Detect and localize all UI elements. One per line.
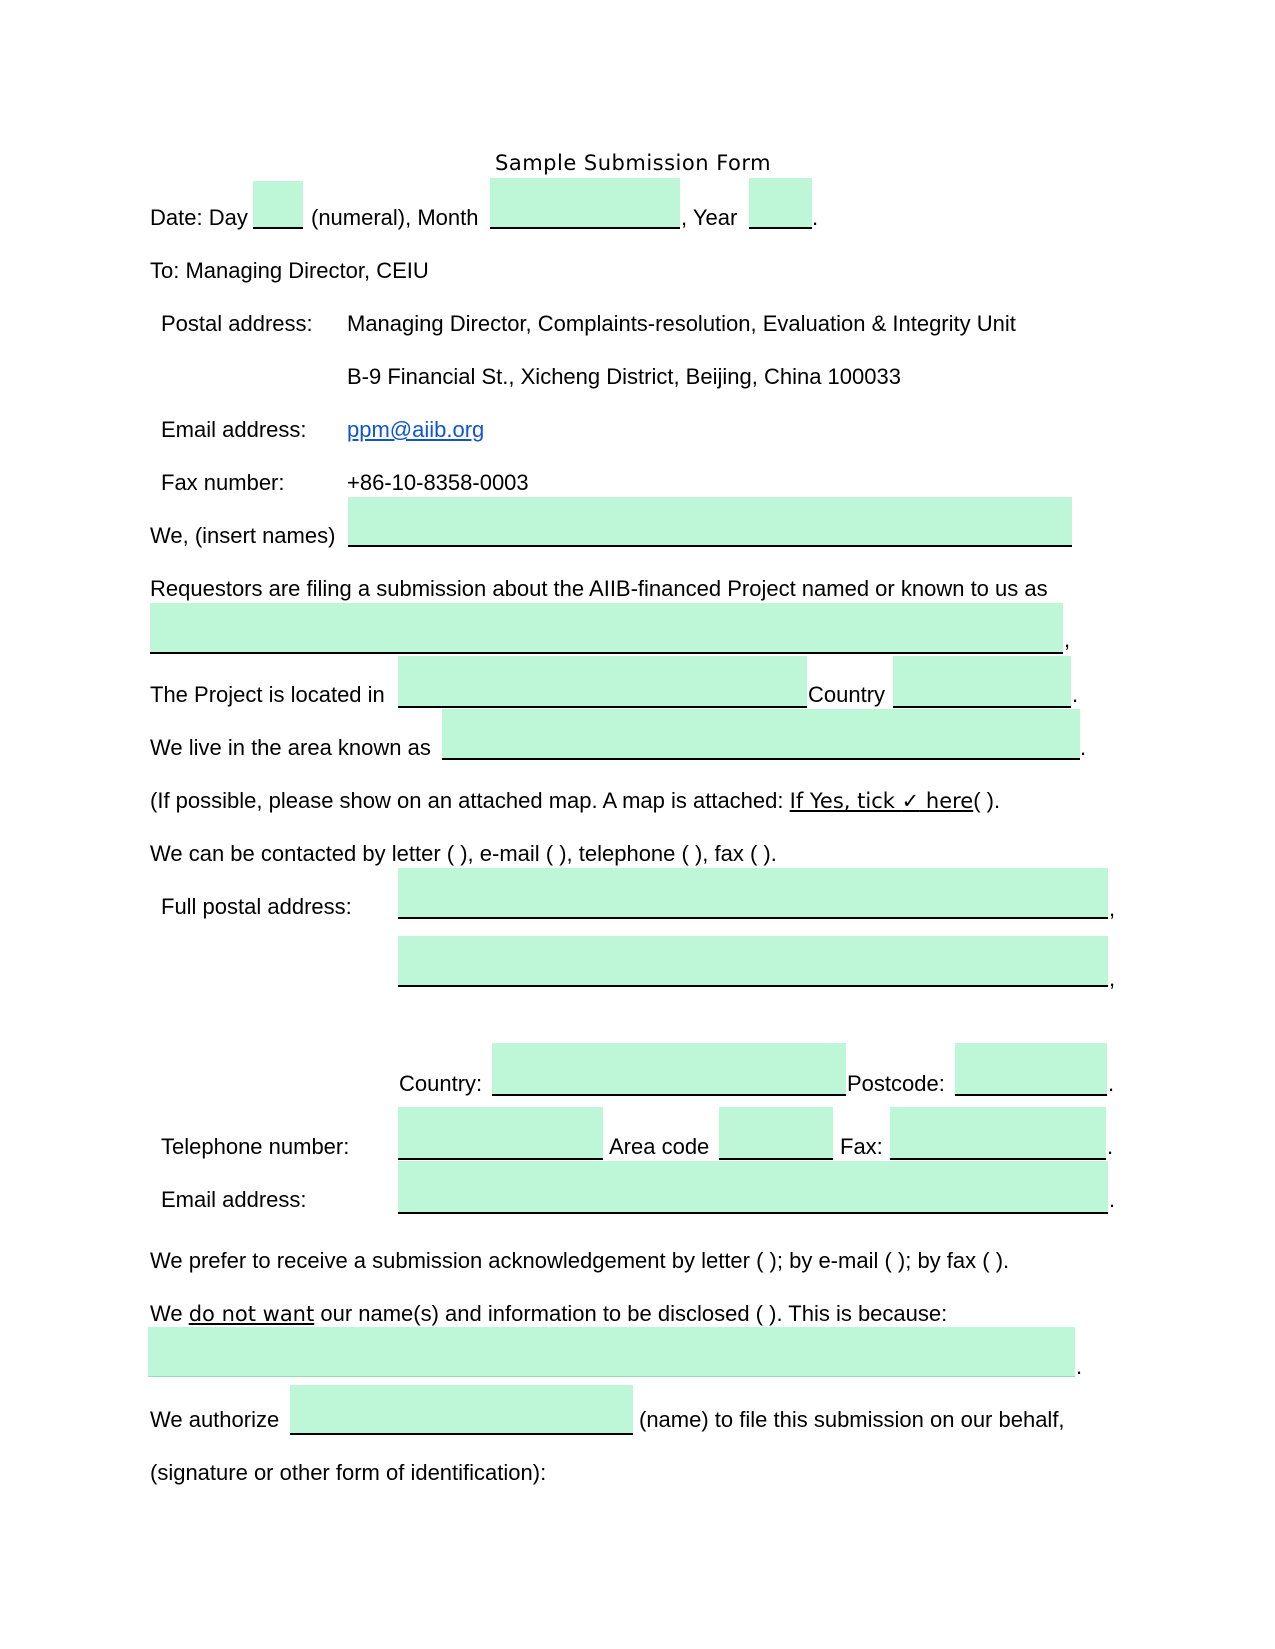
full-postal-address-label: Full postal address: (161, 894, 352, 919)
names-input[interactable] (348, 497, 1072, 547)
contact-methods-sentence[interactable]: We can be contacted by letter ( ), e-mail ( ), telephone ( ), fax ( ). (150, 841, 777, 866)
postal-line2-comma: , (1109, 966, 1116, 991)
live-area-input[interactable] (442, 709, 1080, 760)
date-month-label: (numeral), Month (311, 205, 479, 230)
postal-address-line2: B-9 Financial St., Xicheng District, Beijing, China 100033 (347, 364, 901, 389)
full-postal-address-input-2[interactable] (398, 936, 1108, 987)
date-day-input[interactable] (253, 181, 303, 229)
map-sentence (150, 788, 1000, 814)
area-code-input[interactable] (719, 1107, 833, 1160)
fax-input[interactable] (890, 1107, 1106, 1160)
authorized-name-input[interactable] (290, 1385, 633, 1435)
map-tick-text-a: If Yes, tick (789, 789, 902, 813)
address-country-label: Country: (399, 1071, 483, 1096)
fax-number-label: Fax number: (161, 470, 285, 495)
contact-email-label: Email address: (161, 1187, 307, 1212)
project-name-input[interactable] (150, 603, 1063, 654)
postal-line1-comma: , (1109, 896, 1116, 921)
disclosure-reason-input[interactable] (148, 1327, 1075, 1377)
area-code-label: Area code (609, 1134, 710, 1159)
date-year-label: , Year (681, 205, 738, 230)
requestors-sentence: Requestors are filing a submission about the AIIB-financed Project named or known to us as (150, 576, 1048, 601)
project-location-input[interactable] (398, 656, 807, 708)
email-address-label: Email address: (161, 417, 307, 442)
disclosure-do-not-want: do not want (188, 1302, 315, 1326)
project-country-period: . (1072, 682, 1079, 707)
authorize-label: We authorize (150, 1407, 280, 1432)
disclosure-reason-period: . (1076, 1354, 1083, 1379)
postal-address-label: Postal address: (161, 311, 313, 336)
fax-number-value: +86-10-8358-0003 (347, 470, 529, 495)
fax-label: Fax: (840, 1134, 883, 1159)
check-icon: ✓ (901, 789, 920, 813)
map-attached-checkbox[interactable]: ( ). (973, 788, 1001, 813)
full-postal-address-input-1[interactable] (398, 868, 1108, 919)
disclosure-we: We (150, 1301, 189, 1326)
address-country-input[interactable] (492, 1043, 846, 1096)
live-area-period: . (1080, 735, 1087, 760)
postcode-period: . (1108, 1071, 1115, 1096)
disclosure-sentence (150, 1301, 947, 1327)
telephone-number-input[interactable] (398, 1107, 603, 1160)
telephone-number-label: Telephone number: (161, 1134, 350, 1159)
project-name-comma: , (1064, 627, 1071, 652)
authorize-rest: (name) to file this submission on our behalf, (639, 1407, 1065, 1432)
signature-label: (signature or other form of identification): (150, 1460, 547, 1485)
insert-names-label: We, (insert names) (150, 523, 336, 548)
date-end-period: . (812, 205, 819, 230)
to-line: To: Managing Director, CEIU (150, 258, 429, 283)
email-period: . (1109, 1187, 1116, 1212)
contact-email-input[interactable] (398, 1161, 1108, 1214)
country-label: Country (808, 682, 886, 707)
live-area-label: We live in the area known as (150, 735, 431, 760)
acknowledgement-sentence[interactable]: We prefer to receive a submission acknowledgement by letter ( ); by e-mail ( ); by fax ( ). (150, 1248, 1010, 1273)
project-country-input[interactable] (893, 656, 1071, 708)
date-day-label: Date: Day (150, 205, 248, 230)
map-sentence-prefix: (If possible, please show on an attached map. A map is attached: (150, 788, 790, 813)
postcode-input[interactable] (955, 1043, 1107, 1096)
fax-period: . (1107, 1134, 1114, 1159)
disclosure-rest[interactable]: our name(s) and information to be disclosed ( ). This is because: (314, 1301, 948, 1326)
form-title: Sample Submission Form (495, 151, 772, 175)
date-year-input[interactable] (749, 178, 812, 229)
postal-address-line1: Managing Director, Complaints-resolution, Evaluation & Integrity Unit (347, 311, 1016, 336)
date-month-input[interactable] (490, 178, 680, 229)
email-link[interactable]: ppm@aiib.org (347, 417, 485, 442)
postcode-label: Postcode: (847, 1071, 945, 1096)
project-located-label: The Project is located in (150, 682, 385, 707)
map-tick-text-b: here (919, 789, 974, 813)
